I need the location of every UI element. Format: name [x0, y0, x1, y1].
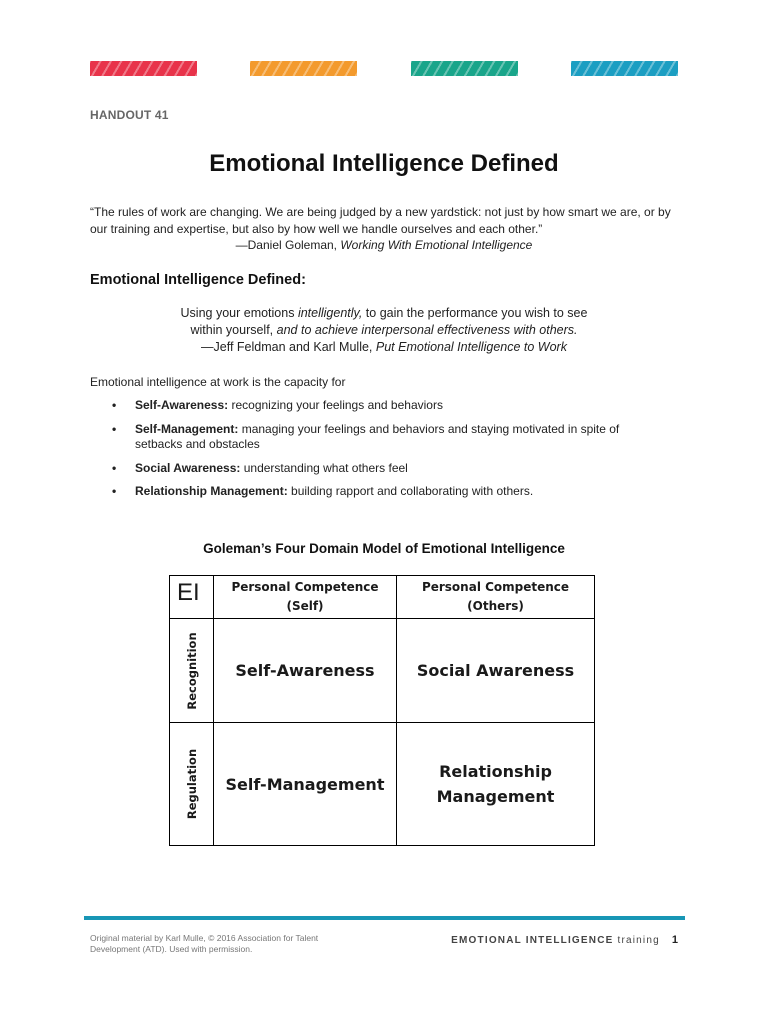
decorative-stripe-blue: [571, 61, 678, 76]
list-item-description: managing your feelings and behaviors and staying motivated in spite of setbacks and obstacles: [135, 421, 620, 451]
column-header-line: (Self): [286, 599, 324, 613]
goleman-quote: “The rules of work are changing. We are being judged by a new yardstick: not just by how smart we are, or by our training and expertise, but also by how well we handle ourselves and each other.”: [90, 205, 671, 236]
list-item: [90, 461, 660, 477]
cell-text: Management: [436, 787, 555, 806]
list-item-description: building rapport and collaborating with others.: [287, 484, 534, 498]
table-header-row: [170, 576, 595, 619]
definition-line-1-start: Using your emotions: [180, 306, 298, 320]
column-header-line: (Others): [467, 599, 524, 613]
quote-attribution: [0, 238, 768, 252]
definition-line-1-emphasis: intelligently,: [297, 306, 363, 320]
bullet-icon: •: [112, 484, 117, 498]
footer-brand-name: EMOTIONAL INTELLIGENCE: [451, 935, 614, 946]
page-title: Emotional Intelligence Defined: [209, 150, 559, 177]
list-item: [90, 484, 660, 500]
column-header-line: Personal Competence: [231, 580, 379, 594]
cell-relationship-management: [397, 723, 595, 846]
list-item-term: Self-Awareness:: [135, 398, 229, 412]
table-row: [170, 619, 595, 723]
cell-text: Self-Awareness: [235, 661, 375, 680]
four-domain-model-table: [169, 575, 595, 846]
row-label-text: Regulation: [184, 748, 199, 820]
bullet-icon: •: [112, 460, 117, 475]
quote-attribution-work: Working With Emotional Intelligence: [340, 238, 533, 252]
definition-attribution: [0, 339, 768, 356]
row-label-text: Recognition: [184, 631, 199, 710]
footer-copyright-line: Development (ATD). Used with permission.: [90, 944, 253, 954]
footer-brand: [451, 934, 678, 946]
cell-text: Social Awareness: [416, 661, 575, 680]
definition-line-1-end: to gain the performance you wish to see: [362, 306, 588, 320]
definition-attribution-authors: —Jeff Feldman and Karl Mulle,: [201, 340, 376, 354]
definition-attribution-work: Put Emotional Intelligence to Work: [375, 340, 567, 354]
list-item-description: recognizing your feelings and behaviors: [228, 398, 443, 412]
decorative-stripe-green: [411, 61, 518, 76]
cell-self-awareness: [214, 619, 397, 723]
table-row: [170, 723, 595, 846]
capacity-list: [90, 398, 660, 508]
row-label-recognition: [170, 619, 214, 723]
list-item-term: Social Awareness:: [135, 460, 241, 475]
decorative-stripe-orange: [250, 61, 357, 76]
list-item: [90, 398, 660, 414]
cell-self-management: [214, 723, 397, 846]
model-title: Goleman’s Four Domain Model of Emotional Intelligence: [203, 541, 565, 556]
decorative-stripe-red: [90, 61, 197, 76]
list-item-term: Self-Management:: [135, 421, 239, 436]
definition-heading: Emotional Intelligence Defined:: [90, 272, 306, 288]
definition-line-2-emphasis: and to achieve interpersonal effectiveness with others.: [276, 323, 578, 337]
definition-line-2-start: within yourself,: [190, 323, 277, 337]
definition-block: [0, 305, 768, 356]
column-header-others: [397, 576, 595, 619]
bullet-icon: •: [112, 421, 117, 436]
page-number: 1: [671, 934, 678, 946]
table-corner-label: EI: [170, 576, 214, 619]
definition-line-2: [0, 322, 768, 339]
capacity-intro: Emotional intelligence at work is the capacity for: [90, 375, 346, 389]
quote-attribution-author: —Daniel Goleman,: [235, 238, 341, 252]
list-item-description: understanding what others feel: [240, 460, 408, 475]
column-header-self: [214, 576, 397, 619]
footer-copyright-line: Original material by Karl Mulle, © 2016 Association for Talent: [90, 933, 319, 943]
footer-divider: [84, 916, 685, 920]
column-header-line: Personal Competence: [421, 580, 570, 594]
footer-brand-suffix: training: [613, 935, 660, 946]
bullet-icon: •: [112, 398, 117, 412]
cell-text: Relationship: [439, 762, 552, 781]
handout-label: HANDOUT 41: [90, 108, 169, 122]
cell-text: Self-Management: [225, 774, 385, 794]
definition-line-1: [0, 305, 768, 322]
list-item: [90, 422, 660, 453]
list-item-term: Relationship Management:: [135, 484, 288, 498]
row-label-regulation: [170, 723, 214, 846]
cell-social-awareness: [397, 619, 595, 723]
footer-copyright: [90, 933, 370, 955]
